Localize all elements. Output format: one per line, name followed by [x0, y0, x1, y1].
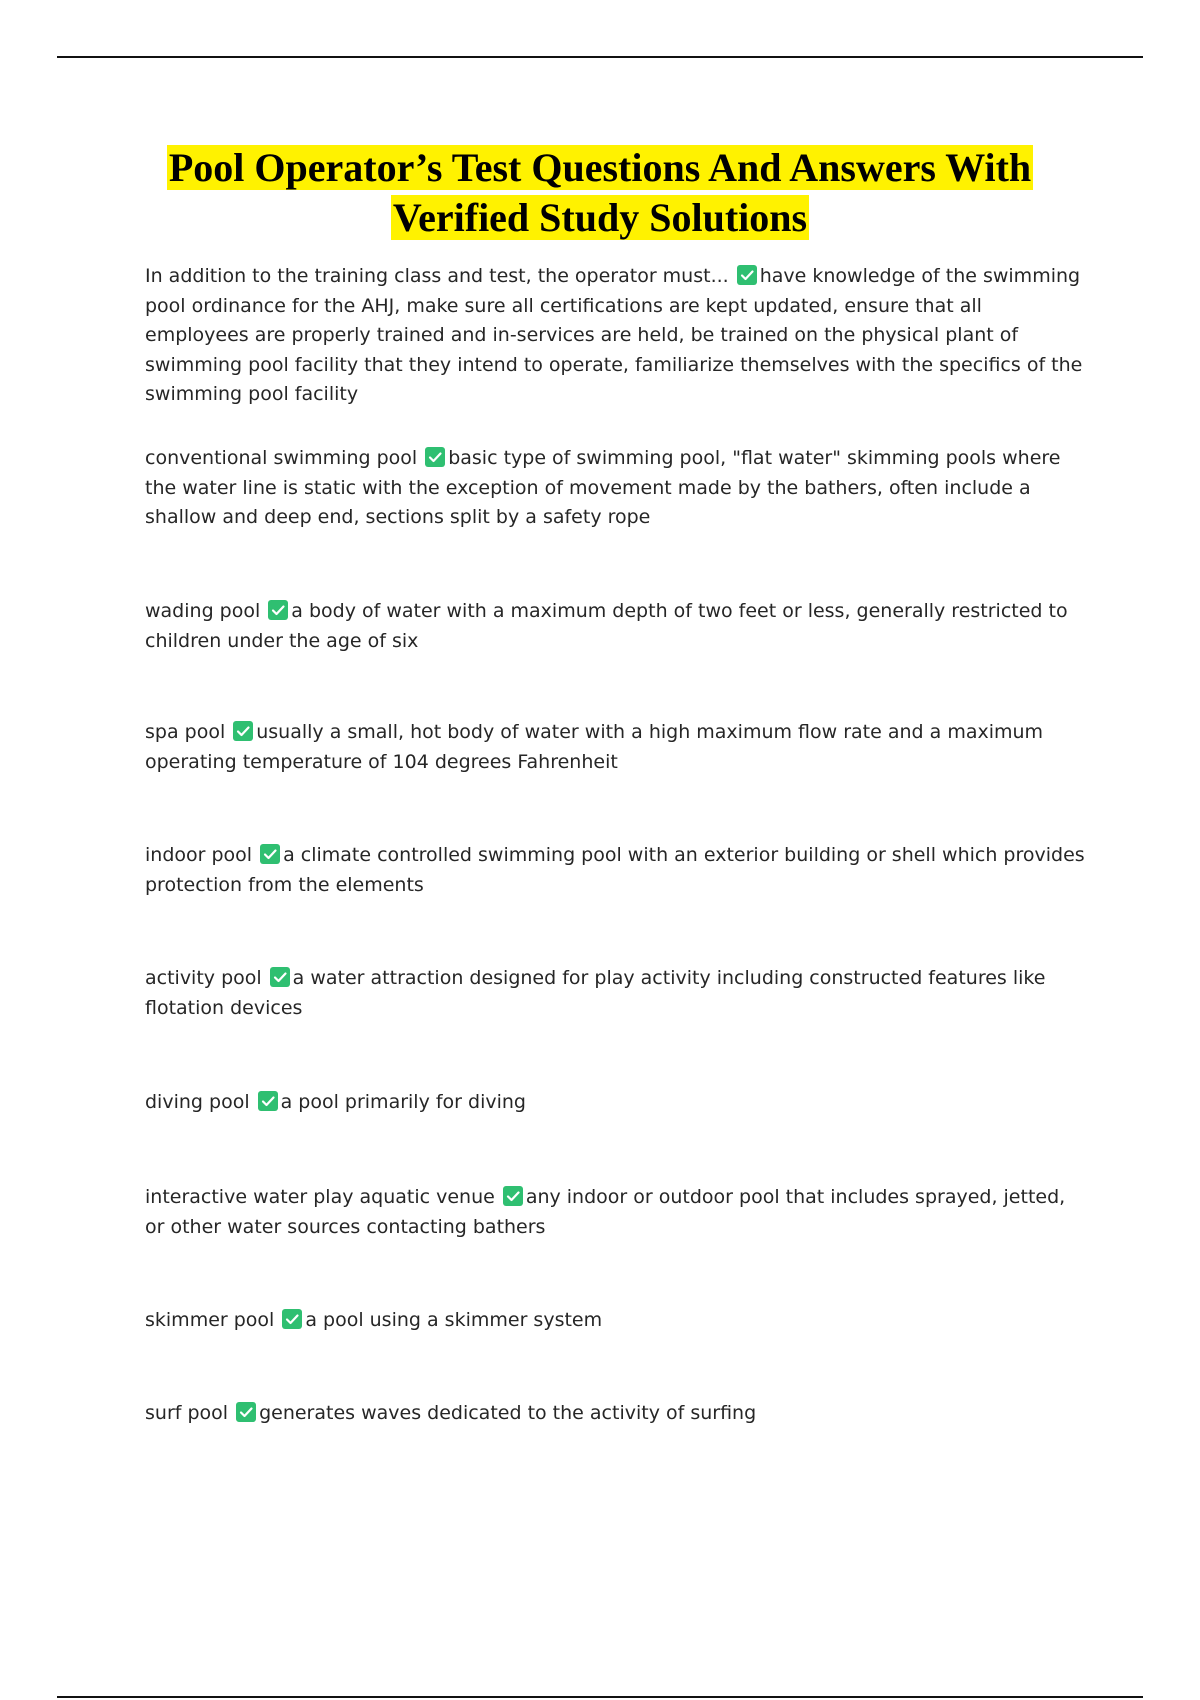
qa-entry [145, 1088, 1090, 1118]
entry-term: skimmer pool [145, 1309, 275, 1331]
entry-answer: a pool using a skimmer system [305, 1309, 603, 1331]
title-line-1: Pool Operator’s Test Questions And Answers With [168, 145, 1032, 190]
qa-entry [145, 1399, 1090, 1429]
qa-entry [145, 841, 1090, 900]
check-box-icon [737, 265, 757, 285]
entry-answer: a pool primarily for diving [280, 1091, 526, 1113]
entry-term: spa pool [145, 721, 226, 743]
entry-term: activity pool [145, 967, 262, 989]
entry-answer: have knowledge of the swimming pool ordinance for the AHJ, make sure all certifications are kept updated, ensure that all employees are properly trained and in-services are held, be trained on the physical plant of swimming pool facility that they intend to operate, familiarize themselves with the specifics of the swimming pool facility [145, 265, 1083, 405]
title-line-2: Verified Study Solutions [392, 195, 808, 240]
check-box-icon [233, 721, 253, 741]
qa-entry [145, 597, 1090, 656]
entry-term: indoor pool [145, 844, 253, 866]
entry-term: diving pool [145, 1091, 250, 1113]
entry-answer: basic type of swimming pool, "flat water" skimming pools where the water line is static with the exception of movement made by the bathers, often include a shallow and deep end, sections split by a safety rope [145, 447, 1061, 528]
qa-entry [145, 718, 1090, 777]
qa-entry [145, 444, 1090, 533]
check-box-icon [268, 600, 288, 620]
check-box-icon [425, 447, 445, 467]
entry-term: In addition to the training class and test, the operator must... [145, 265, 729, 287]
check-box-icon [258, 1091, 278, 1111]
qa-entry [145, 262, 1090, 410]
entry-term: surf pool [145, 1402, 229, 1424]
entry-answer: usually a small, hot body of water with a high maximum flow rate and a maximum operating temperature of 104 degrees Fahrenheit [145, 721, 1044, 773]
qa-entry [145, 1183, 1090, 1242]
page-title [100, 143, 1100, 243]
qa-entry [145, 1306, 1090, 1336]
check-box-icon [236, 1402, 256, 1422]
check-box-icon [282, 1309, 302, 1329]
entry-term: conventional swimming pool [145, 447, 418, 469]
bottom-rule [57, 1696, 1143, 1698]
entry-answer: a climate controlled swimming pool with an exterior building or shell which provides protection from the elements [145, 844, 1085, 896]
entry-answer: a water attraction designed for play activity including constructed features like flotation devices [145, 967, 1046, 1019]
check-box-icon [260, 844, 280, 864]
entry-answer: a body of water with a maximum depth of two feet or less, generally restricted to children under the age of six [145, 600, 1068, 652]
qa-entry [145, 964, 1090, 1023]
top-rule [57, 56, 1143, 58]
check-box-icon [503, 1186, 523, 1206]
check-box-icon [270, 967, 290, 987]
entry-term: wading pool [145, 600, 261, 622]
entry-answer: any indoor or outdoor pool that includes sprayed, jetted, or other water sources contacting bathers [145, 1186, 1066, 1238]
entry-term: interactive water play aquatic venue [145, 1186, 495, 1208]
entry-answer: generates waves dedicated to the activity of surfing [259, 1402, 757, 1424]
